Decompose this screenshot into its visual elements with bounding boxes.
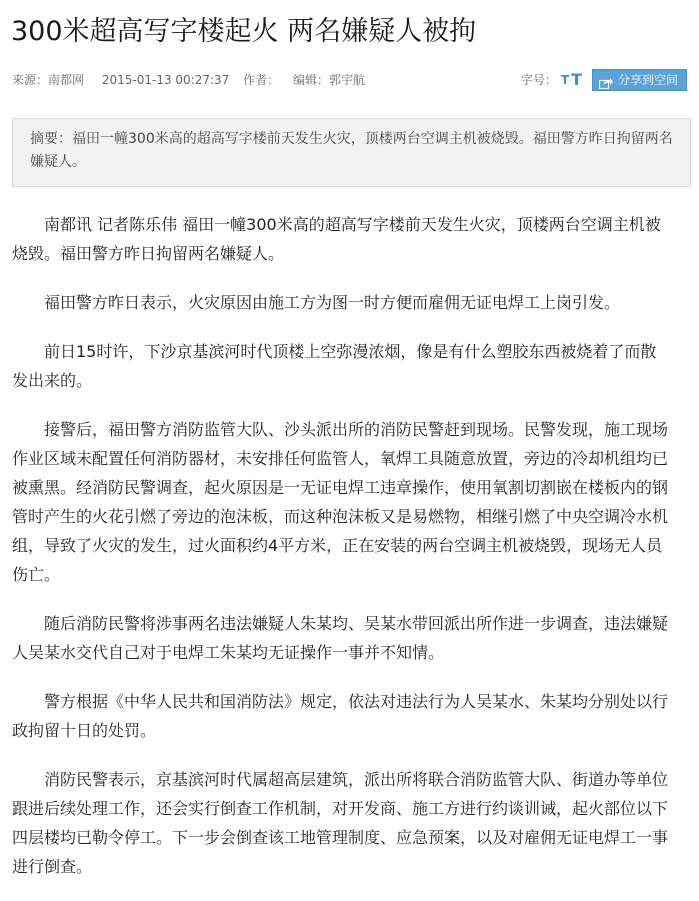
article-paragraph: 前日15时许，下沙京基滨河时代顶楼上空弥漫浓烟，像是有什么塑胶东西被烧着了而散发出来的。: [12, 342, 657, 390]
article-summary: 摘要：福田一幢300米高的超高写字楼前天发生火灾，顶楼两台空调主机被烧毁。福田警方昨日拘留两名嫌疑人。: [12, 118, 691, 187]
source-label: 来源：南都网: [12, 73, 85, 87]
font-size-small-button[interactable]: T: [560, 73, 570, 87]
editor-label: 编辑：郭宇航: [292, 73, 365, 87]
meta-info: [12, 69, 375, 91]
article-paragraph: 南都讯 记者陈乐伟 福田一幢300米高的超高写字楼前天发生火灾，顶楼两台空调主机被烧毁。福田警方昨日拘留两名嫌疑人。: [12, 215, 661, 263]
article-paragraph: 消防民警表示，京基滨河时代属超高层建筑，派出所将联合消防监管大队、街道办等单位跟进后续处理工作，还会实行倒查工作机制，对开发商、施工方进行约谈训诫，起火部位以下四层楼均已勒令停工。下一步会倒查该工地管理制度、应急预案，以及对雇佣无证电焊工一事进行倒查。: [12, 770, 669, 876]
article-body: [12, 210, 672, 901]
publish-datetime: 2015-01-13 00:27:37: [101, 73, 230, 87]
font-size-large-button[interactable]: T: [571, 70, 582, 89]
font-size-label: 字号：: [520, 73, 557, 87]
article-title: 300米超高写字楼起火 两名嫌疑人被拘: [11, 16, 477, 47]
article-paragraph: 福田警方昨日表示，火灾原因由施工方为图一时方便而雇佣无证电焊工上岗引发。: [44, 293, 621, 312]
article-paragraph: 警方根据《中华人民共和国消防法》规定，依法对违法行为人吴某水、朱某均分别处以行政拘留十日的处罚。: [12, 692, 669, 740]
article-paragraph: 随后消防民警将涉事两名违法嫌疑人朱某均、吴某水带回派出所作进一步调查，违法嫌疑人吴某水交代自己对于电焊工朱某均无证操作一事并不知情。: [12, 614, 669, 662]
share-to-qzone-button[interactable]: [592, 69, 687, 91]
share-label: 分享到空间: [617, 73, 678, 87]
article-tools: [521, 69, 687, 91]
author-label: 作者：: [243, 73, 280, 87]
share-arrow-icon: [599, 74, 613, 86]
article-paragraph: 接警后，福田警方消防监管大队、沙头派出所的消防民警赶到现场。民警发现，施工现场作业区域未配置任何消防器材，未安排任何监管人，氧焊工具随意放置，旁边的冷却机组均已被熏黑。经消防民警调查，起火原因是一无证电焊工违章操作，使用氧割切割嵌在楼板内的钢管时产生的火花引燃了旁边的泡沫板，而这种泡沫板又是易燃物，相继引燃了中央空调冷水机组，导致了火灾的发生，过火面积约4平方米，正在安装的两台空调主机被烧毁，现场无人员伤亡。: [12, 420, 669, 584]
article-meta: [12, 69, 687, 91]
